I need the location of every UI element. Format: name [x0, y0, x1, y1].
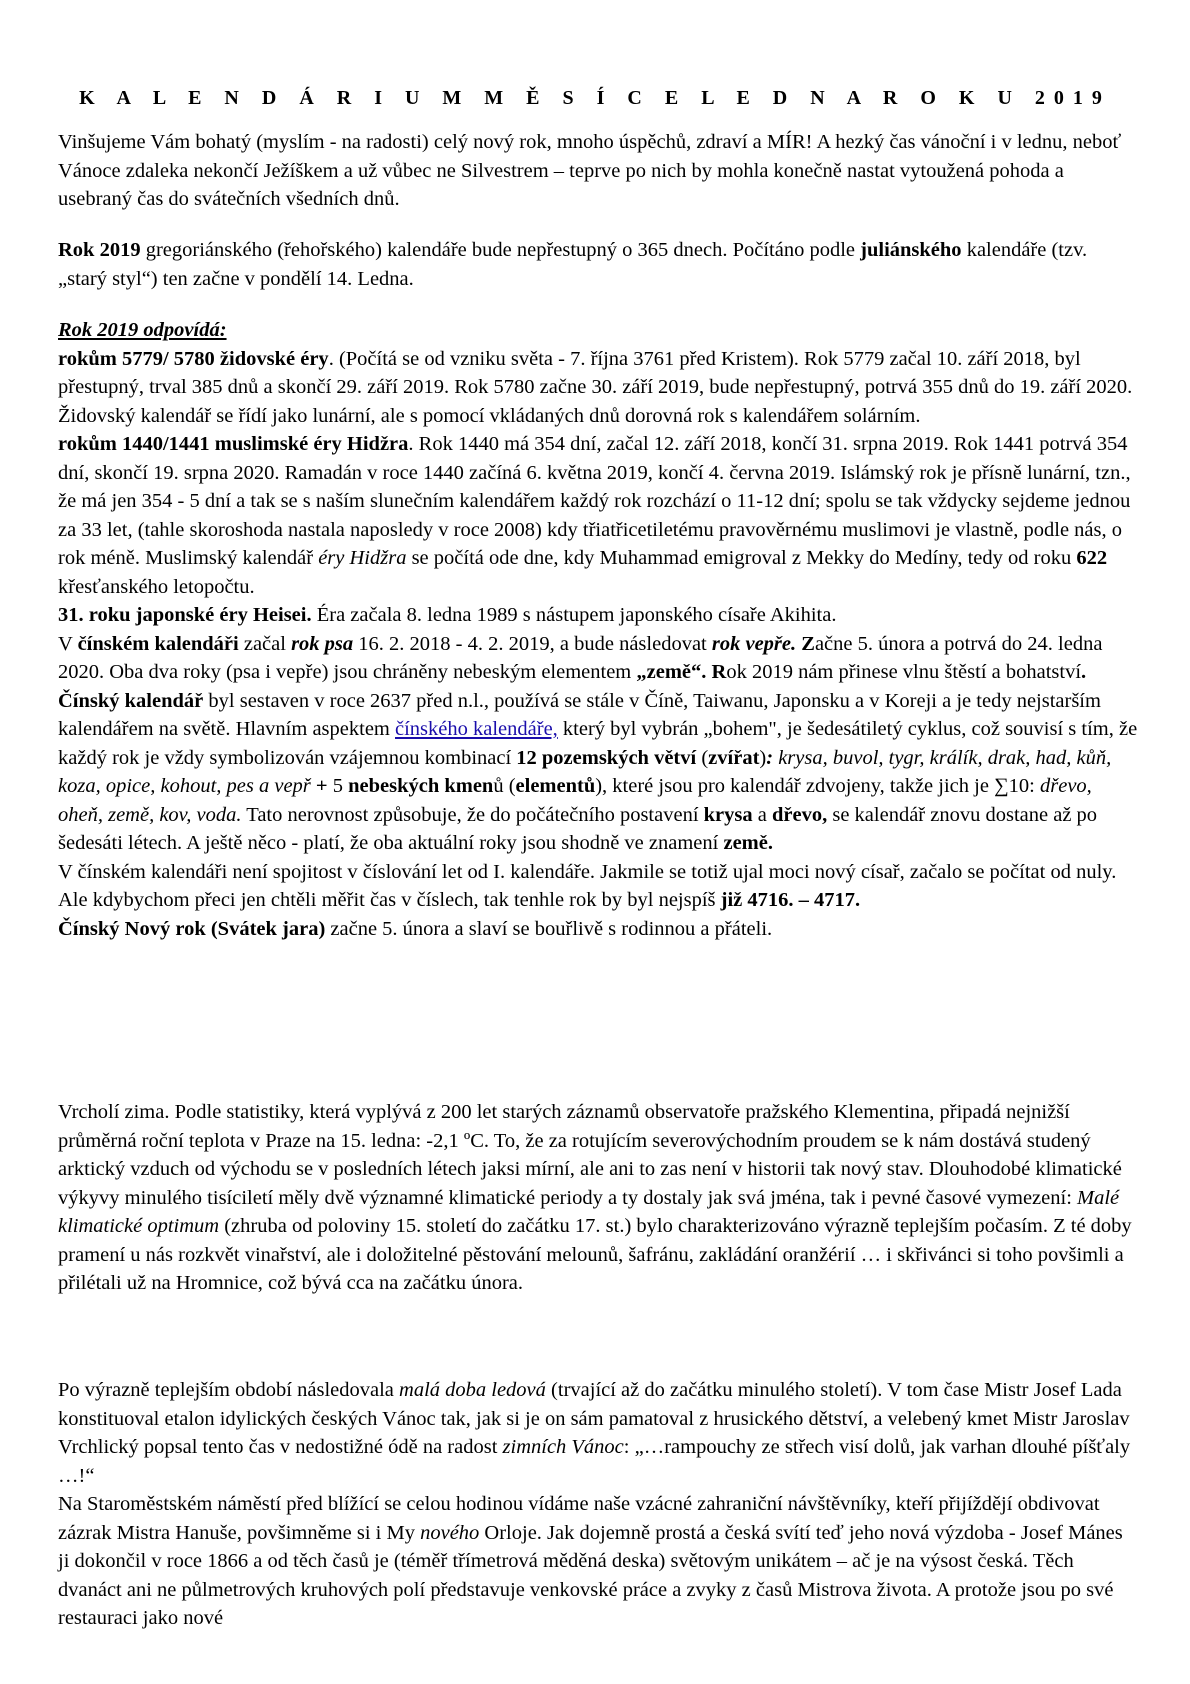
chinese-calendar-link[interactable]: čínského kalendáře, [395, 718, 558, 740]
julian-label: juliánského [860, 239, 962, 261]
chinese-year-paragraph: V čínském kalendáři začal rok psa 16. 2. 2018 - 4. 2. 2019, a bude následovat rok vepře. Začne 5. února a potrvá do 24. ledna 2020. Oba dva roky (psa i vepře) jsou chráněny nebeským elementem „země“. Rok 2019 nám přinese vlnu štěstí a bohatství. [58, 632, 1103, 683]
page-title: K A L E N D Á R I U M M Ě S Í C E L E D N A R O K U 2019 [79, 87, 1111, 109]
chinese-calendar-paragraph: Čínský kalendář byl sestaven v roce 2637 před n.l., používá se stále v Číně, Taiwanu, Japonsku a v Koreji a je tedy nejstarším kalendářem na světě. Hlavním aspektem čínského kalendáře, který byl vybrán „bohem", je šedesátiletý cyklus, což souvisí s tím, že každý rok je vždy symbolizován vzájemnou kombinací 12 pozemských větví (zvířat): krysa, buvol, tygr, králík, drak, had, kůň, koza, opice, kohout, pes a vepř + 5 nebeských kmenů (elementů), které jsou pro kalendář zdvojeny, takže jich je ∑10: dřevo, oheň, země, kov, voda. Tato nerovnost způsobuje, že do počátečního postavení krysa a dřevo, se kalendář znovu dostane až po šedesáti létech. A ještě něco - platí, že oba aktuální roky jsou shodně ve znamení země. [58, 689, 1138, 854]
japanese-era-paragraph: 31. roku japonské éry Heisei. Éra začala 8. ledna 1989 s nástupem japonského císaře Akihita. [58, 604, 837, 626]
winter-paragraph: Vrcholí zima. Podle statistiky, která vyplývá z 200 let starých záznamů observatoře pražského Klementina, připadá nejnižší průměrná roční teplota v Praze na 15. ledna: -2,1 ºC. To, že za rotujícím severovýchodním proudem se k nám dostává studený arktický vzduch od východu se v posledních létech jaksi mírní, ale ani to zas není v historii tak nový stav. Dlouhodobé klimatické výkyvy minulého tisíciletí měly dvě významné klimatické periody a ty dostaly jak svá jména, tak i pevné časové vymezení: Malé klimatické optimum (zhruba od poloviny 15. století do začátku 17. st.) bylo charakterizováno výrazně teplejším počasím. Z té doby pramení u nás rozkvět vinařství, ale i doložitelné pěstování melounů, šafránu, zakládání oranžérií … i skřivánci si toho povšimli a přilétali už na Hromnice, což bývá cca na začátku února. [58, 1101, 1132, 1294]
year-label: Rok 2019 [58, 239, 141, 261]
jewish-era-paragraph: rokům 5779/ 5780 židovské éry. (Počítá se od vzniku světa - 7. října 3761 před Kristem). Rok 5779 začal 10. září 2018, byl přestupný, trval 385 dnů a skončí 29. září 2019. Rok 5780 začne 30. září 2019, bude nepřestupný, potrvá 355 dnů do 19. září 2020. Židovský kalendář se řídí jako lunární, ale s pomocí vkládaných dnů dorovná rok s kalendářem solárním. [58, 347, 1133, 427]
intro-paragraph [58, 128, 1138, 214]
section-heading: Rok 2019 odpovídá: [58, 319, 227, 341]
chinese-new-year-paragraph: Čínský Nový rok (Svátek jara) začne 5. února a slaví se bouřlivě s rodinnou a přáteli. [58, 917, 773, 940]
ice-age-section [58, 1376, 1138, 1633]
year-paragraph: Rok 2019 gregoriánského (řehořského) kalendáře bude nepřestupný o 365 dnech. Počítáno podle juliánského kalendáře (tzv. „starý styl“) ten začne v pondělí 14. Ledna. [58, 239, 1088, 290]
numbering-paragraph: V čínském kalendáři není spojitost v číslování let od I. kalendáře. Jakmile se totiž ujal moci nový císař, začalo se počítat od nuly. Ale kdybychom přeci jen chtěli měřit čas v číslech, tak tenhle rok by byl nejspíš již 4716. – 4717. [58, 860, 1117, 911]
orloj-paragraph: Na Staroměstském náměstí před blížící se celou hodinou vídáme naše vzácné zahraniční návštěvníky, kteří přijíždějí obdivovat zázrak Mistra Hanuše, povšimněme si i My nového Orloje. Jak dojemně prostá a česká svítí teď jeho nová výzdoba - Josef Mánes ji dokončil v roce 1866 a od těch časů je (téměř třímetrová měděná deska) světovým unikátem – ač je na výsost česká. Těch dvanáct ani ne půlmetrových kruhových polí představuje venkovské práce a zvyky z časů Mistrova života. A protože jsou po své restauraci jako nové [58, 1493, 1123, 1629]
corresponds-section [58, 316, 1138, 943]
muslim-era-paragraph: rokům 1440/1441 muslimské éry Hidžra. Rok 1440 má 354 dní, začal 12. září 2018, končí 31. srpna 2019. Rok 1441 potrvá 354 dní, skončí 19. srpna 2020. Ramadán v roce 1440 začíná 6. května 2019, končí 4. června 2019. Islámský rok je přísně lunární, tzn., že má jen 354 - 5 dní a tak se s naším slunečním kalendářem každý rok rozchází o 11-12 dní; spolu se tak vždycky sejdeme jednou za 33 let, (tahle skoroshoda nastala naposledy v roce 2008) kdy třiatřicetiletému pravověrnému muslimovi je vlastně, podle nás, o rok méně. Muslimský kalendář éry Hidžra se počítá ode dne, kdy Muhammad emigroval z Mekky do Medíny, tedy od roku 622 křesťanského letopočtu. [58, 433, 1131, 598]
ice-age-paragraph: Po výrazně teplejším období následovala malá doba ledová (trvající až do začátku minulého století). V tom čase Mistr Josef Lada konstituoval etalon idylických českých Vánoc tak, jak si je on sám pamatoval z hrusického dětství, a velebený kmet Mistr Jaroslav Vrchlický popsal tento čas v nedostižné ódě na radost zimních Vánoc: „…rampouchy ze střech visí dolů, jak varhan dlouhé píšťaly …!“ [58, 1379, 1131, 1487]
intro-text: Vinšujeme Vám bohatý (myslím - na radosti) celý nový rok, mnoho úspěchů, zdraví a MÍR! A hezký čas vánoční i v lednu, neboť Vánoce zdaleka nekončí Ježíškem a už vůbec ne Silvestrem – teprve po nich by mohla konečně nastat vytoužená pohoda a usebraný čas do svátečních všedních dnů. [58, 131, 1122, 210]
